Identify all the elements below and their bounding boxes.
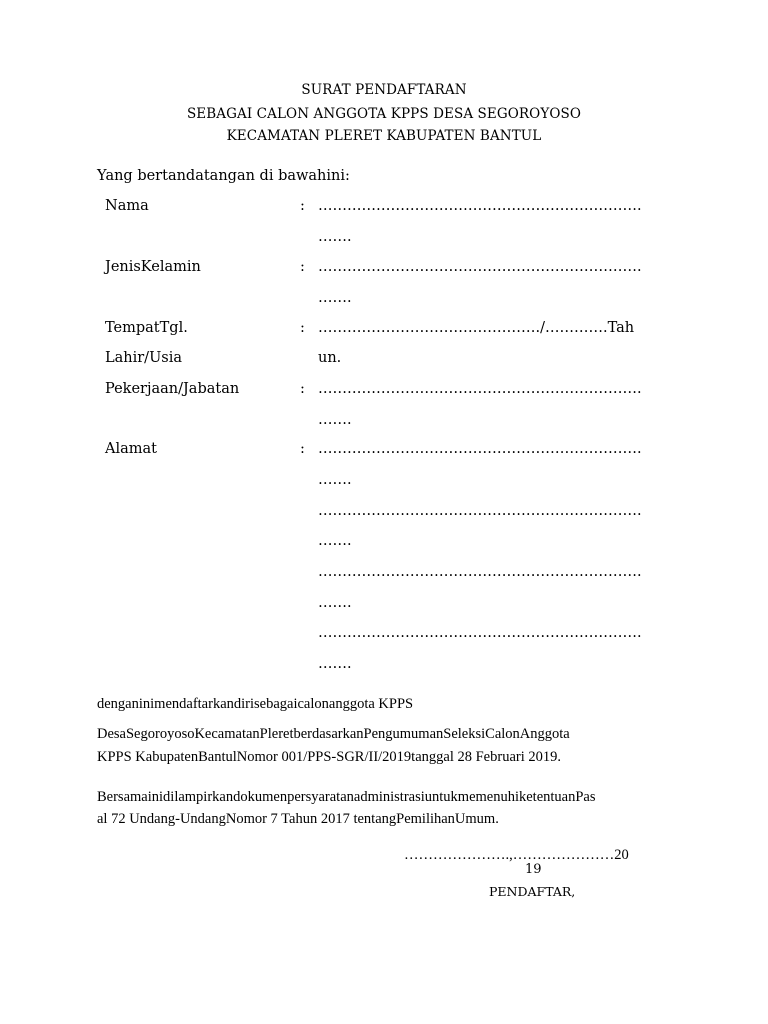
paragraph-basis-line2: KPPS KabupatenBantulNomor 001/PPS-SGR/II/2019tanggal 28 Februari 2019. [97,749,561,765]
field-blank-alamat-4-cont: ……. [318,656,352,672]
field-blank-alamat-2: …………………………………………………………. [318,503,642,519]
field-blank-alamat-1: …………………………………………………………. [318,441,642,457]
field-blank-nama-cont: ……. [318,229,352,245]
field-blank-alamat-2-cont: ……. [318,533,352,549]
field-blank-pekerjaan: …………………………………………………………. [318,381,642,397]
field-blank-nama: …………………………………………………………. [318,198,642,214]
signature-date-year: 19 [525,862,542,877]
document-location: KECAMATAN PLERET KABUPATEN BANTUL [226,128,542,144]
field-blank-alamat-3-cont: ……. [318,595,352,611]
document-subtitle: SEBAGAI CALON ANGGOTA KPPS DESA SEGOROYOSO [186,106,582,122]
field-label-tempat-tgl: TempatTgl. [105,320,188,336]
field-blank-pekerjaan-cont: ……. [318,412,352,428]
colon: : [300,198,305,214]
field-blank-jenis-kelamin: …………………………………………………………. [318,259,642,275]
paragraph-registration: denganinimendaftarkandirisebagaicalonanggota KPPS [97,696,414,712]
signature-date-line: ………………….,…………………20 [404,847,629,863]
field-blank-alamat-4: …………………………………………………………. [318,625,642,641]
field-blank-alamat-3: …………………………………………………………. [318,564,642,580]
field-label-nama: Nama [105,198,149,214]
field-label-jenis-kelamin: JenisKelamin [105,259,201,275]
field-blank-tempat-tgl-cont: un. [318,350,342,366]
field-label-lahir-usia: Lahir/Usia [105,350,183,366]
intro-text: Yang bertandatangan di bawahini: [97,168,350,184]
paragraph-attachment-line2: al 72 Undang-UndangNomor 7 Tahun 2017 tentangPemilihanUmum. [97,811,499,827]
colon: : [300,259,305,275]
colon: : [300,441,305,457]
field-blank-jenis-kelamin-cont: ……. [318,290,352,306]
colon: : [300,381,305,397]
signer-label: PENDAFTAR, [489,884,576,899]
document-title: SURAT PENDAFTARAN [301,82,467,98]
field-label-pekerjaan: Pekerjaan/Jabatan [105,381,240,397]
paragraph-attachment-line1: BersamainidilampirkandokumenpersyaratanadministrasiuntukmemenuhiketentuanPas [97,789,596,805]
field-blank-tempat-tgl: ………………………………………./………….Tah [318,320,635,336]
paragraph-basis-line1: DesaSegoroyosoKecamatanPleretberdasarkanPengumumanSeleksiCalonAnggota [97,726,570,742]
colon: : [300,320,305,336]
field-label-alamat: Alamat [105,441,157,457]
field-blank-alamat-1-cont: ……. [318,472,352,488]
